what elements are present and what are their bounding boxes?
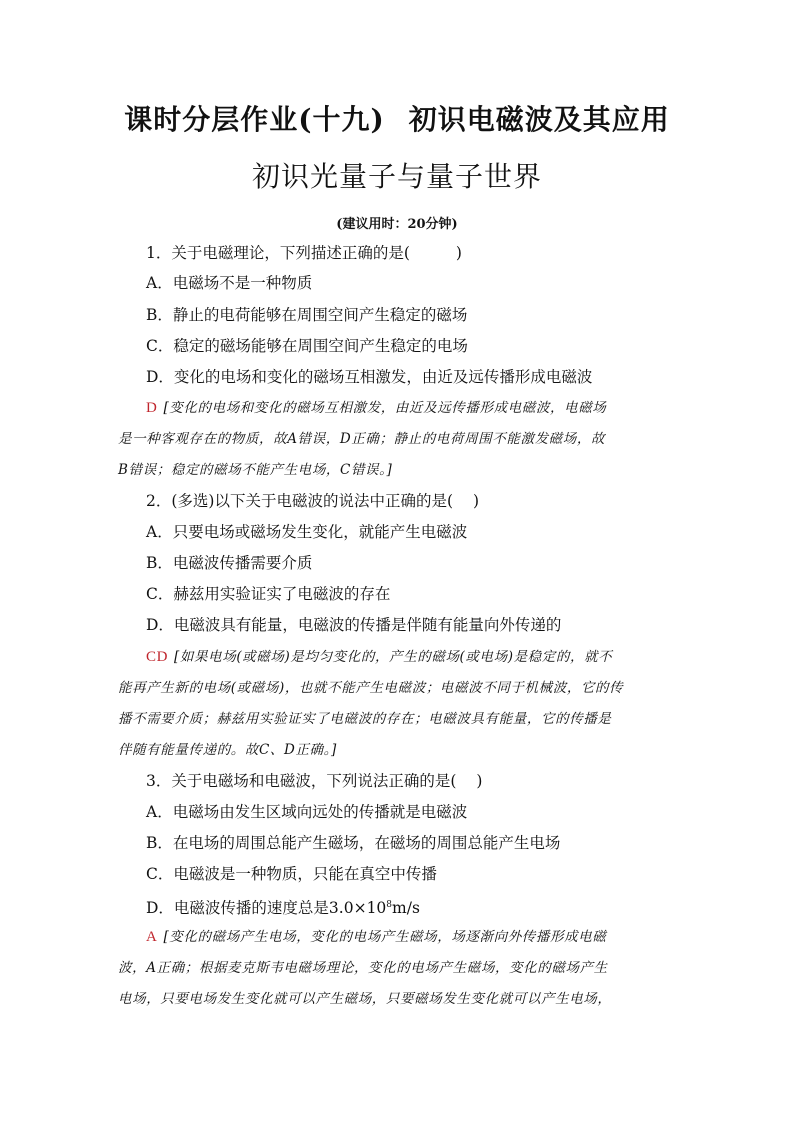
q3-explanation-line-2: 波，A正确；根据麦克斯韦电磁场理论，变化的电场产生磁场，变化的磁场产生 (118, 960, 608, 976)
q3-option-d: D．电磁波传播的速度总是$3.0\times 10^8m/s$ (146, 899, 420, 918)
q3-explanation-line-3: 电场，只要电场发生变化就可以产生磁场，只要磁场发生变化就可以产生电场， (118, 991, 612, 1007)
q3-option-c: C．电磁波是一种物质，只能在真空中传播 (146, 865, 437, 883)
q2-explanation-line-1: CD [如果电场(或磁场)是均匀变化的，产生的磁场(或电场)是稳定的，就不 (146, 649, 613, 665)
q3-option-b: B．在电场的周围总能产生磁场，在磁场的周围总能产生电场 (146, 834, 561, 852)
time-hint: (建议用时：20分钟) (336, 217, 458, 232)
q2-stem: 2．(多选)以下关于电磁波的说法中正确的是( ) (146, 492, 480, 510)
q3-explanation-line-1: A [变化的磁场产生电场，变化的电场产生磁场，场逐渐向外传播形成电磁 (146, 929, 607, 945)
q1-option-b: B．静止的电荷能够在周围空间产生稳定的磁场 (146, 306, 468, 324)
q1-option-c: C．稳定的磁场能够在周围空间产生稳定的电场 (146, 337, 468, 355)
q2-explanation-line-2: 能再产生新的电场(或磁场)，也就不能产生电磁波；电磁波不同于机械波，它的传 (118, 680, 624, 696)
q1-stem: 1．关于电磁理论，下列描述正确的是( ) (146, 244, 462, 262)
q1-explanation-line-1: D [变化的电场和变化的磁场互相激发，由近及远传播形成电磁波，电磁场 (146, 400, 607, 416)
page-title-line-1 (0, 98, 794, 138)
q2-answer-key: CD (146, 649, 169, 665)
q2-explanation-line-3: 播不需要介质；赫兹用实验证实了电磁波的存在；电磁波具有能量，它的传播是 (118, 711, 612, 727)
q1-explanation-line-3: B错误；稳定的磁场不能产生电场，C错误。] (118, 462, 393, 478)
page-title-line-2: 初识光量子与量子世界 (251, 160, 542, 193)
q2-option-a: A．只要电场或磁场发生变化，就能产生电磁波 (146, 523, 468, 541)
title-part-b: 初识电磁波及其应用 (408, 103, 670, 136)
q1-option-d: D．变化的电场和变化的磁场互相激发，由近及远传播形成电磁波 (146, 368, 593, 386)
q2-option-b: B．电磁波传播需要介质 (146, 554, 313, 572)
q1-explanation-line-2: 是一种客观存在的物质，故A错误，D正确；静止的电荷周围不能激发磁场，故 (118, 431, 606, 447)
q2-option-c: C．赫兹用实验证实了电磁波的存在 (146, 585, 391, 603)
q3-answer-key: A (146, 929, 158, 945)
q2-explanation-line-4: 伴随有能量传递的。故C、D正确。] (118, 742, 337, 758)
q3-option-a: A．电磁场由发生区域向远处的传播就是电磁波 (146, 803, 468, 821)
q1-option-a: A．电磁场不是一种物质 (146, 274, 313, 292)
q2-option-d: D．电磁波具有能量，电磁波的传播是伴随有能量向外传递的 (146, 616, 562, 634)
q3-stem: 3．关于电磁场和电磁波，下列说法正确的是( ) (146, 772, 483, 790)
title-part-a: 课时分层作业(十九) (124, 103, 385, 136)
q1-answer-key: D (146, 400, 158, 416)
